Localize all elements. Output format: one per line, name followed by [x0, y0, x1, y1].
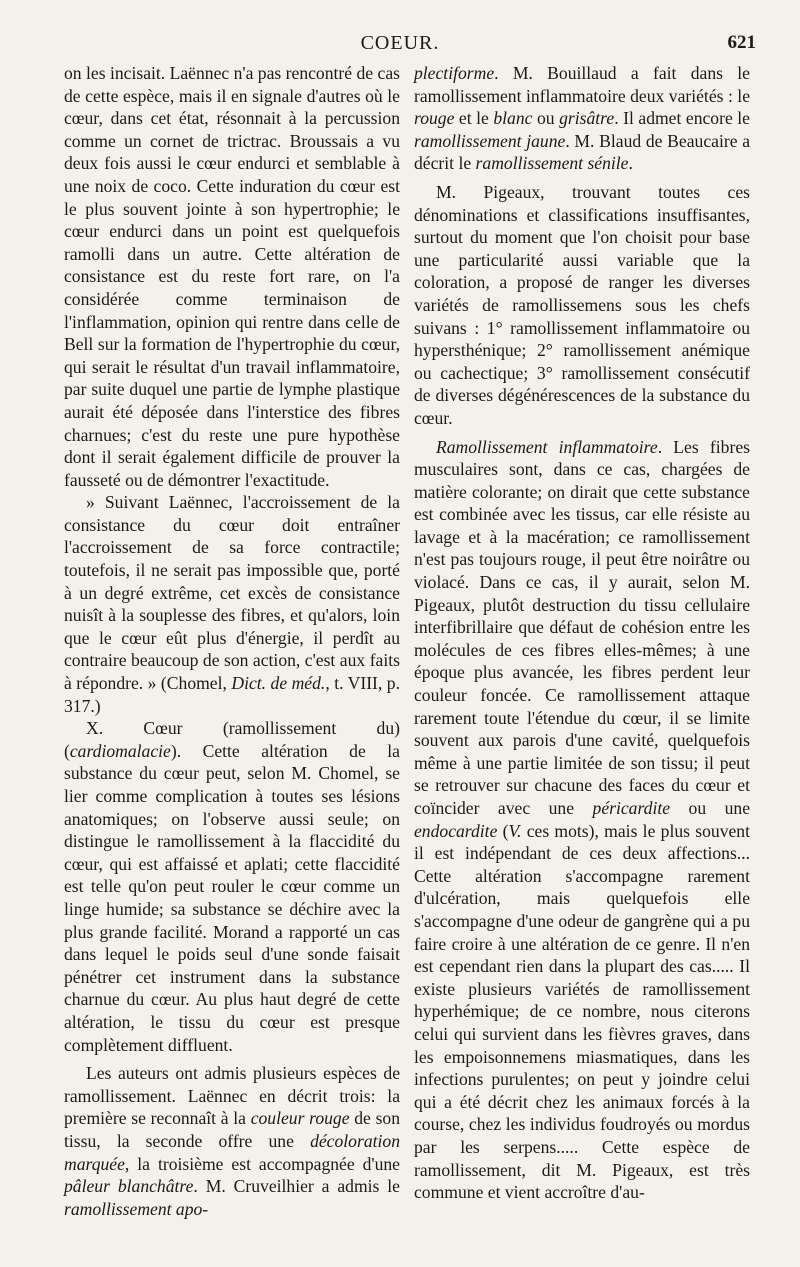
italic-term: ramollissement sénile — [475, 153, 629, 174]
italic-term: pâleur blanchâtre — [64, 1176, 194, 1197]
text-run: ou — [532, 108, 560, 129]
text-run: ces mots), mais le plus souvent il est indépendant de ces deux affections... Cette altération s'accompagne rarement d'ulcération, mais quelquefois elle s'accompagne d'une odeur de gangrène qui a pu faire croire à une altération de ce genre. Il n'en est cependant rien dans la plupart des cas..... Il existe plusieurs variétés de ramollissement hyperhémique; de ce nombre, nous citerons celui qui survient dans les fièvres graves, dans les empoisonnemens miasmatiques, dans les infections purulentes; on peut y joindre celui qui a été décrit chez les animaux forcés à la course, chez les individus foudroyés ou mordus par les serpens..... Cette espèce de ramollissement, dit M. Pigeaux, est très commune et vient accroître d'au- — [414, 820, 750, 1203]
italic-term: couleur rouge — [250, 1108, 350, 1129]
italic-term: plectiforme — [414, 63, 495, 83]
paragraph: on les incisait. Laënnec n'a pas rencontré de cas de cette espèce, mais il en signale d'autres où le cœur, dans cet état, résonnait à la percussion comme un cornet de trictrac. Broussais a vu deux fois aussi le cœur endurci et semblable à une noix de coco. Cette induration du cœur est le plus souvent jointe à son hypertrophie; le cœur endurci dans un point est quelquefois ramolli dans un autre. Cette altération de consistance est du reste fort rare, on l'a considérée comme terminaison de l'inflammation, opinion qui rentre dans celle de Bell sur la formation de l'hypertrophie du cœur, qui serait le résultat d'un travail inflammatoire, par suite duquel une partie de lymphe plastique aurait été déposée dans l'interstice des fibres charnues; c'est du reste une pure hypothèse dont il serait également difficile de prouver la fausseté ou de démontrer l'exactitude. — [64, 63, 400, 490]
page-number: 621 — [727, 32, 756, 53]
text-run: . M. Cruveilhier a admis le — [193, 1176, 400, 1197]
right-column — [414, 62, 750, 1204]
text-run: ou une — [670, 798, 750, 818]
quote-text: » Suivant Laënnec, l'accroissement de la consistance du cœur doit entraîner l'accroissement de sa force contractile; toutefois, il ne serait pas impossible que, porté à un degré extrême, cet excès de consistance nuisît à la souplesse des fibres, et qu'alors, loin que le cœur eût plus d'énergie, il perdît au contraire beaucoup de son action, c'est aux faits à répondre. » (Chomel, — [64, 492, 400, 694]
italic-term: endocardite — [414, 820, 498, 841]
italic-term: Ramollissement inflammatoire — [436, 436, 658, 457]
citation-title: Dict. de méd. — [231, 673, 326, 694]
text-run: . Il admet encore le — [614, 108, 750, 129]
section-paragraph — [64, 717, 400, 1056]
italic-term: ramollissement apo- — [64, 1198, 209, 1219]
section-body: ). Cette altération de la substance du cœur peut, selon M. Chomel, se lier comme complication à toutes ses lésions anatomiques; on l'observe aussi seule; on distingue le ramollissement à la flaccidité du cœur, qui est affaissé et aplati; cette flaccidité est telle qu'on peut rouler le cœur comme un linge humide; sa substance se déchire avec la plus grande facilité. Morand a rapporté un cas dans lequel le poids seul d'une sonde faisait pénétrer cet instrument dans la substance charnue du cœur. Au plus haut degré de cette altération, le tissu du cœur est presque complètement diffluent. — [64, 740, 400, 1055]
italic-term: V. — [508, 820, 522, 841]
section-heading: X. Cœur (ramollissement du) ( — [64, 718, 400, 761]
text-run: de son tissu, la seconde offre une — [64, 1108, 401, 1151]
italic-term: grisâtre — [559, 108, 615, 129]
section-term: cardiomalacie — [69, 740, 171, 761]
paragraph — [64, 1062, 400, 1220]
running-title: COEUR. — [360, 32, 440, 54]
text-run: Les auteurs ont admis plusieurs espèces de ramollissement. Laënnec en décrit trois: la première se reconnaît à la — [64, 1063, 400, 1129]
paragraph — [414, 62, 750, 175]
citation-ref: , t. VIII, p. 317.) — [64, 673, 400, 716]
text-run: et le — [454, 108, 494, 129]
paragraph: M. Pigeaux, trouvant toutes ces dénominations et classifications insuffisantes, surtout du moment que l'on choisit pour base une particularité aussi variable que la coloration, a proposé de ranger les diverses variétés de ramollissemens sous les chefs suivans : 1° ramollissement inflammatoire ou hypersthénique; 2° ramollissement anémique ou cachectique; 3° ramollissement consécutif de diverses dégénérescences de la substance du cœur. — [414, 181, 750, 428]
column-gutter — [405, 62, 406, 1172]
text-run: . M. Bouillaud a fait dans le ramollissement inflammatoire deux variétés : le — [414, 63, 750, 106]
text-run: . M. Blaud de Beaucaire a décrit le — [414, 130, 751, 174]
text-run: . Les fibres musculaires sont, dans ce cas, chargées de matière colorante; on dirait que cette substance est combinée avec les tissus, car elle résiste au lavage et à la macération; ce ramollissement n'est pas toujours rouge, il peut être noirâtre ou violacé. Dans ce cas, il y aurait, selon M. Pigeaux, plutôt destruction du tissu cellulaire interfibrillaire que défaut de cohésion entre les molécules de ces fibres elles-mêmes; à une époque plus avancée, les fibres perdent leur couleur foncée. Ce ramollissement attaque rarement toute l'étendue du cœur, il se limite souvent aux parois d'une cavité, quelquefois même à une partie limitée de son tissu; il peut se retrouver sur chacune des faces du cœur et coïncider avec une — [414, 436, 750, 818]
page-header — [0, 28, 800, 62]
text-run: . — [628, 153, 633, 174]
text-run: ( — [497, 820, 509, 841]
italic-term: ramollissement jaune — [414, 130, 566, 151]
text-run: , la troisième est accompagnée d'une — [124, 1153, 400, 1174]
paragraph — [414, 436, 750, 1204]
italic-term: péricardite — [592, 798, 671, 818]
italic-term: rouge — [414, 108, 455, 129]
italic-term: décoloration marquée — [64, 1130, 400, 1174]
italic-term: blanc — [493, 108, 533, 129]
paragraph — [64, 491, 400, 717]
left-column — [64, 62, 400, 1220]
